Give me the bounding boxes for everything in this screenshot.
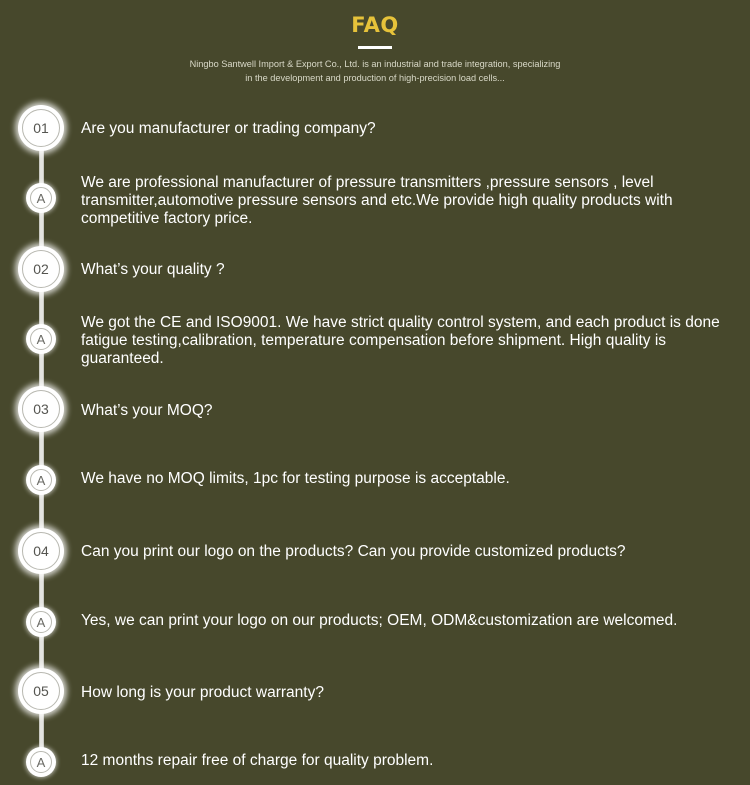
question-text: Are you manufacturer or trading company? <box>81 120 376 137</box>
question-number: 04 <box>22 532 60 570</box>
answer-text: 12 months repair free of charge for quality problem. <box>81 752 434 769</box>
question-text: Can you print our logo on the products? Can you provide customized products? <box>81 543 626 560</box>
question-number-badge <box>18 668 64 714</box>
question-text: How long is your product warranty? <box>81 684 324 701</box>
title-underline <box>358 46 392 49</box>
answer-marker: A <box>30 328 52 350</box>
answer-marker: A <box>30 611 52 633</box>
answer-badge <box>26 183 56 213</box>
question-number-badge <box>18 386 64 432</box>
question-number-badge <box>18 246 64 292</box>
question-number: 01 <box>22 109 60 147</box>
answer-text: We got the CE and ISO9001. We have strict quality control system, and each product is done fatigue testing,calibration, temperature compensation before shipment. High quality is guaranteed. <box>81 314 720 367</box>
answer-text: Yes, we can print your logo on our products; OEM, ODM&customization are welcomed. <box>81 612 678 629</box>
subtitle-line-2: in the development and production of high-precision load cells... <box>245 73 505 83</box>
question-number: 02 <box>22 250 60 288</box>
page-subtitle <box>150 57 600 85</box>
answer-badge <box>26 747 56 777</box>
question-number: 03 <box>22 390 60 428</box>
question-number-badge <box>18 528 64 574</box>
answer-marker: A <box>30 751 52 773</box>
answer-badge <box>26 324 56 354</box>
subtitle-line-1: Ningbo Santwell Import & Export Co., Ltd. is an industrial and trade integration, specializing <box>189 59 561 69</box>
page-title: FAQ <box>351 13 399 37</box>
question-number: 05 <box>22 672 60 710</box>
answer-badge <box>26 607 56 637</box>
question-number-badge <box>18 105 64 151</box>
question-text: What’s your quality ? <box>81 261 225 278</box>
answer-badge <box>26 465 56 495</box>
answer-marker: A <box>30 469 52 491</box>
answer-text: We have no MOQ limits, 1pc for testing purpose is acceptable. <box>81 470 510 487</box>
answer-text: We are professional manufacturer of pressure transmitters ,pressure sensors , level transmitter,automotive pressure sensors and etc.We provide high quality products with competitive factory price. <box>81 174 673 227</box>
question-text: What’s your MOQ? <box>81 402 213 419</box>
answer-marker: A <box>30 187 52 209</box>
